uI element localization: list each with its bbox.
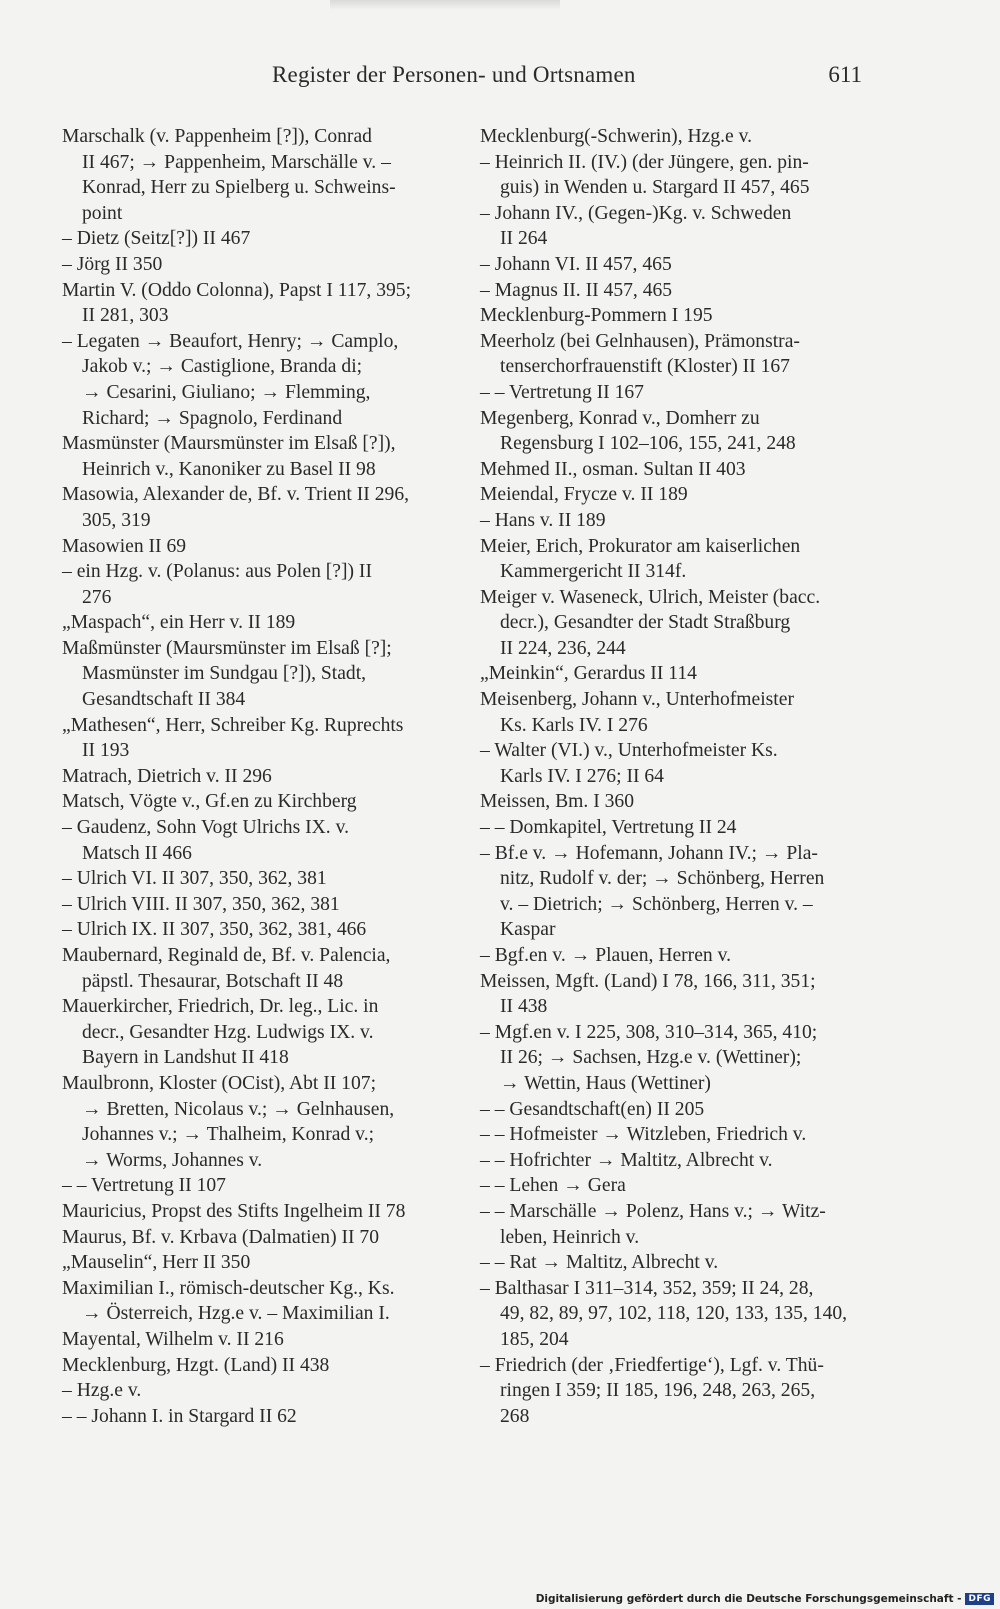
- index-entry: – – Johann I. in Stargard II 62: [62, 1405, 297, 1427]
- index-entry: – – Hofmeister → Witzleben, Friedrich v.: [480, 1124, 807, 1146]
- index-entry: – Hzg.e v.: [62, 1380, 142, 1402]
- dfg-logo: DFG: [965, 1593, 994, 1605]
- index-entry: „Mauselin“, Herr II 350: [62, 1252, 251, 1274]
- index-entry: – Ulrich IX. II 307, 350, 362, 381, 466: [62, 919, 367, 941]
- index-entry: „Meinkin“, Gerardus II 114: [480, 663, 697, 685]
- index-entry: Mauricius, Propst des Stifts Ingelheim II 78: [62, 1200, 406, 1222]
- index-entry: Masmünster (Maursmünster im Elsaß [?]), Heinrich v., Kanoniker zu Basel II 98: [62, 433, 396, 480]
- index-column-left: [62, 124, 462, 1429]
- index-entry: Matsch, Vögte v., Gf.en zu Kirchberg: [62, 791, 357, 813]
- running-header: [62, 62, 862, 94]
- index-entry: Maßmünster (Maursmünster im Elsaß [?]; Masmünster im Sundgau [?]), Stadt, Gesandtschaft II 384: [62, 637, 392, 711]
- index-entry: Meerholz (bei Gelnhausen), Prämonstra- tenserchorfrauenstift (Kloster) II 167: [480, 330, 800, 378]
- index-entry: – Magnus II. II 457, 465: [480, 279, 673, 301]
- index-entry: Megenberg, Konrad v., Domherr zu Regensburg I 102–106, 155, 241, 248: [480, 407, 796, 455]
- index-entry: – Dietz (Seitz[?]) II 467: [62, 228, 251, 250]
- index-entry: Marschalk (v. Pappenheim [?]), Conrad II 467; → Pappenheim, Marschälle v. – Konrad, Herr zu Spielberg u. Schweins- point: [62, 126, 396, 224]
- index-entry: Meiger v. Waseneck, Ulrich, Meister (bacc. decr.), Gesandter der Stadt Straßburg II 224, 236, 244: [480, 586, 821, 659]
- index-entry: – Mgf.en v. I 225, 308, 310–314, 365, 410; II 26; → Sachsen, Hzg.e v. (Wettiner); → Wettin, Haus (Wettiner): [480, 1021, 818, 1094]
- index-entry: – Jörg II 350: [62, 253, 163, 275]
- index-entry: Mayental, Wilhelm v. II 216: [62, 1328, 284, 1350]
- page-edge-shadow: [330, 0, 560, 10]
- index-entry: Mehmed II., osman. Sultan II 403: [480, 458, 746, 480]
- index-entry: – – Hofrichter → Maltitz, Albrecht v.: [480, 1149, 773, 1171]
- index-entry: – Heinrich II. (IV.) (der Jüngere, gen. pin- guis) in Wenden u. Stargard II 457, 465: [480, 151, 810, 199]
- index-entry: – Gaudenz, Sohn Vogt Ulrichs IX. v. Matsch II 466: [62, 817, 349, 864]
- index-entry: – – Rat → Maltitz, Albrecht v.: [480, 1252, 719, 1274]
- index-entry: Masowien II 69: [62, 535, 187, 557]
- index-entry: Meier, Erich, Prokurator am kaiserlichen Kammergericht II 314f.: [480, 535, 801, 583]
- index-entry: – – Marschälle → Polenz, Hans v.; → Witz- leben, Heinrich v.: [480, 1200, 826, 1248]
- index-entry: Meisenberg, Johann v., Unterhofmeister Ks. Karls IV. I 276: [480, 689, 794, 736]
- index-entry: Martin V. (Oddo Colonna), Papst I 117, 395; II 281, 303: [62, 279, 412, 327]
- header-title: Register der Personen- und Ortsnamen: [272, 62, 636, 87]
- index-entry: Maulbronn, Kloster (OCist), Abt II 107; → Bretten, Nicolaus v.; → Gelnhausen, Johannes v.; → Thalheim, Konrad v.; → Worms, Johannes v.: [62, 1072, 395, 1171]
- index-entry: Mecklenburg(-Schwerin), Hzg.e v.: [480, 126, 753, 147]
- index-entry: – – Domkapitel, Vertretung II 24: [480, 817, 737, 839]
- index-entry: „Maspach“, ein Herr v. II 189: [62, 612, 296, 634]
- index-entry: – ein Hzg. v. (Polanus: aus Polen [?]) II 276: [62, 561, 372, 608]
- index-entry: Mecklenburg, Hzgt. (Land) II 438: [62, 1354, 330, 1376]
- index-entry: – Balthasar I 311–314, 352, 359; II 24, 28, 49, 82, 89, 97, 102, 118, 120, 133, 135, 140, 185, 204: [480, 1277, 848, 1350]
- index-entry: – Hans v. II 189: [480, 509, 606, 531]
- index-entry: „Mathesen“, Herr, Schreiber Kg. Ruprechts II 193: [62, 714, 404, 762]
- footer-credit: [536, 1593, 994, 1605]
- index-entry: Mecklenburg-Pommern I 195: [480, 305, 713, 327]
- index-entry: – Legaten → Beaufort, Henry; → Camplo, Jakob v.; → Castiglione, Branda di; → Cesarini, Giuliano; → Flemming, Richard; → Spagnolo, Ferdinand: [62, 330, 399, 429]
- index-entry: – Friedrich (der ‚Friedfertige‘), Lgf. v. Thü- ringen I 359; II 185, 196, 248, 263, 265, 268: [480, 1354, 824, 1427]
- index-entry: Meiendal, Frycze v. II 189: [480, 484, 688, 506]
- index-entry: Maurus, Bf. v. Krbava (Dalmatien) II 70: [62, 1226, 380, 1248]
- page-number: 611: [828, 62, 862, 87]
- index-entry: – Bgf.en v. → Plauen, Herren v.: [480, 945, 732, 966]
- index-entry: Masowia, Alexander de, Bf. v. Trient II 296, 305, 319: [62, 484, 410, 531]
- index-entry: – Johann IV., (Gegen-)Kg. v. Schweden II 264: [480, 202, 792, 250]
- index-entry: – Johann VI. II 457, 465: [480, 253, 672, 275]
- footer-text: Digitalisierung gefördert durch die Deutsche Forschungsgemeinschaft -: [535, 1593, 962, 1605]
- index-entry: – Bf.e v. → Hofemann, Johann IV.; → Pla- nitz, Rudolf v. der; → Schönberg, Herren v. – Dietrich; → Schönberg, Herren v. – Kaspar: [480, 842, 825, 941]
- index-entry: Maximilian I., römisch-deutscher Kg., Ks. → Österreich, Hzg.e v. – Maximilian I.: [62, 1277, 395, 1325]
- index-column-right: [480, 124, 870, 1429]
- index-entry: – – Vertretung II 107: [62, 1175, 226, 1197]
- index-entry: Mauerkircher, Friedrich, Dr. leg., Lic. in decr., Gesandter Hzg. Ludwigs IX. v. Bayern in Landshut II 418: [62, 996, 379, 1069]
- index-entry: – – Lehen → Gera: [480, 1175, 626, 1197]
- index-entry: – – Gesandtschaft(en) II 205: [480, 1098, 705, 1120]
- index-entry: Meissen, Bm. I 360: [480, 791, 635, 813]
- index-entry: Maubernard, Reginald de, Bf. v. Palencia, päpstl. Thesaurar, Botschaft II 48: [62, 945, 391, 992]
- index-entry: – – Vertretung II 167: [480, 381, 644, 403]
- index-entry: – Ulrich VI. II 307, 350, 362, 381: [62, 868, 327, 890]
- index-entry: – Ulrich VIII. II 307, 350, 362, 381: [62, 893, 340, 915]
- index-entry: Meissen, Mgft. (Land) I 78, 166, 311, 351; II 438: [480, 970, 816, 1018]
- index-entry: Matrach, Dietrich v. II 296: [62, 765, 272, 787]
- index-entry: – Walter (VI.) v., Unterhofmeister Ks. Karls IV. I 276; II 64: [480, 740, 778, 787]
